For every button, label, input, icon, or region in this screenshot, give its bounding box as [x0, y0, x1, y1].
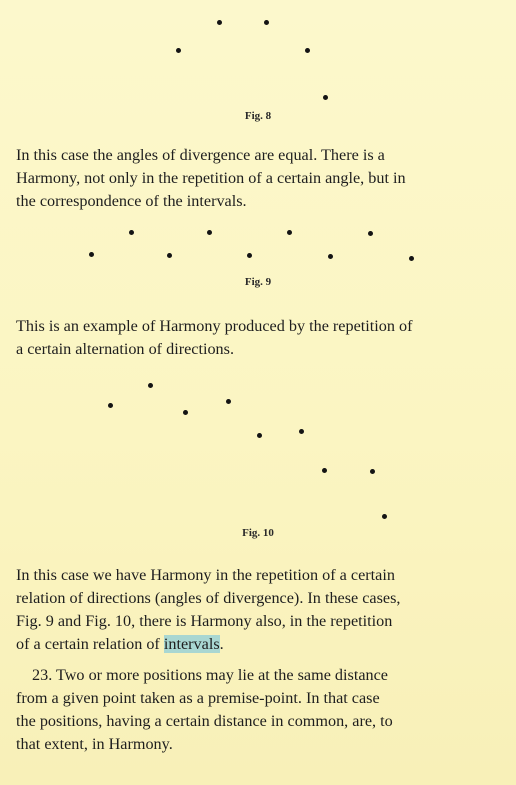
- fig9-dot: [328, 254, 333, 259]
- fig9-dot: [207, 230, 212, 235]
- text-line: Harmony, not only in the repetition of a certain angle, but in: [16, 169, 406, 187]
- fig10-dot: [257, 433, 262, 438]
- paragraph-4: [16, 664, 508, 756]
- fig9-dot: [247, 253, 252, 258]
- text-line: This is an example of Harmony produced by the repetition of: [16, 317, 413, 335]
- text-line: In this case the angles of divergence are equal. There is a: [16, 146, 385, 164]
- text-line: a certain alternation of directions.: [16, 340, 234, 358]
- fig8-dot: [176, 48, 181, 53]
- fig9-dot: [167, 253, 172, 258]
- highlighted-word: intervals: [163, 635, 220, 653]
- fig9-dot: [89, 252, 94, 257]
- text-line: that extent, in Harmony.: [16, 735, 173, 753]
- fig10-dot: [148, 383, 153, 388]
- fig10-dot: [226, 399, 231, 404]
- fig10-caption: Fig. 10: [242, 527, 274, 539]
- fig9-dot: [129, 230, 134, 235]
- fig8-dot: [305, 48, 310, 53]
- text-line: from a given point taken as a premise-point. In that case: [16, 689, 380, 707]
- fig10-dot: [322, 468, 327, 473]
- fig10-dot: [299, 429, 304, 434]
- fig9-caption: Fig. 9: [244, 276, 272, 288]
- fig8-dot: [264, 20, 269, 25]
- fig10-dot: [382, 514, 387, 519]
- fig10-dot: [183, 410, 188, 415]
- text-segment: .: [219, 635, 224, 653]
- text-line: 23. Two or more positions may lie at the same distance: [32, 666, 388, 684]
- text-line: [16, 633, 508, 656]
- text-line: the positions, having a certain distance in common, are, to: [16, 712, 393, 730]
- fig8-dot: [323, 95, 328, 100]
- paragraph-2: [16, 315, 508, 361]
- text-segment: of a certain relation of: [16, 635, 164, 653]
- fig8-caption: Fig. 8: [244, 110, 272, 122]
- fig9-dot: [368, 231, 373, 236]
- text-line: In this case we have Harmony in the repetition of a certain: [16, 566, 395, 584]
- text-line: relation of directions (angles of divergence). In these cases,: [16, 589, 401, 607]
- text-line: the correspondence of the intervals.: [16, 192, 247, 210]
- text-line: Fig. 9 and Fig. 10, there is Harmony also, in the repetition: [16, 612, 393, 630]
- paragraph-3: [16, 564, 508, 656]
- fig9-dot: [409, 256, 414, 261]
- paragraph-1: [16, 144, 508, 213]
- fig10-dot: [108, 403, 113, 408]
- fig8-dot: [217, 20, 222, 25]
- fig9-dot: [287, 230, 292, 235]
- fig10-dot: [370, 469, 375, 474]
